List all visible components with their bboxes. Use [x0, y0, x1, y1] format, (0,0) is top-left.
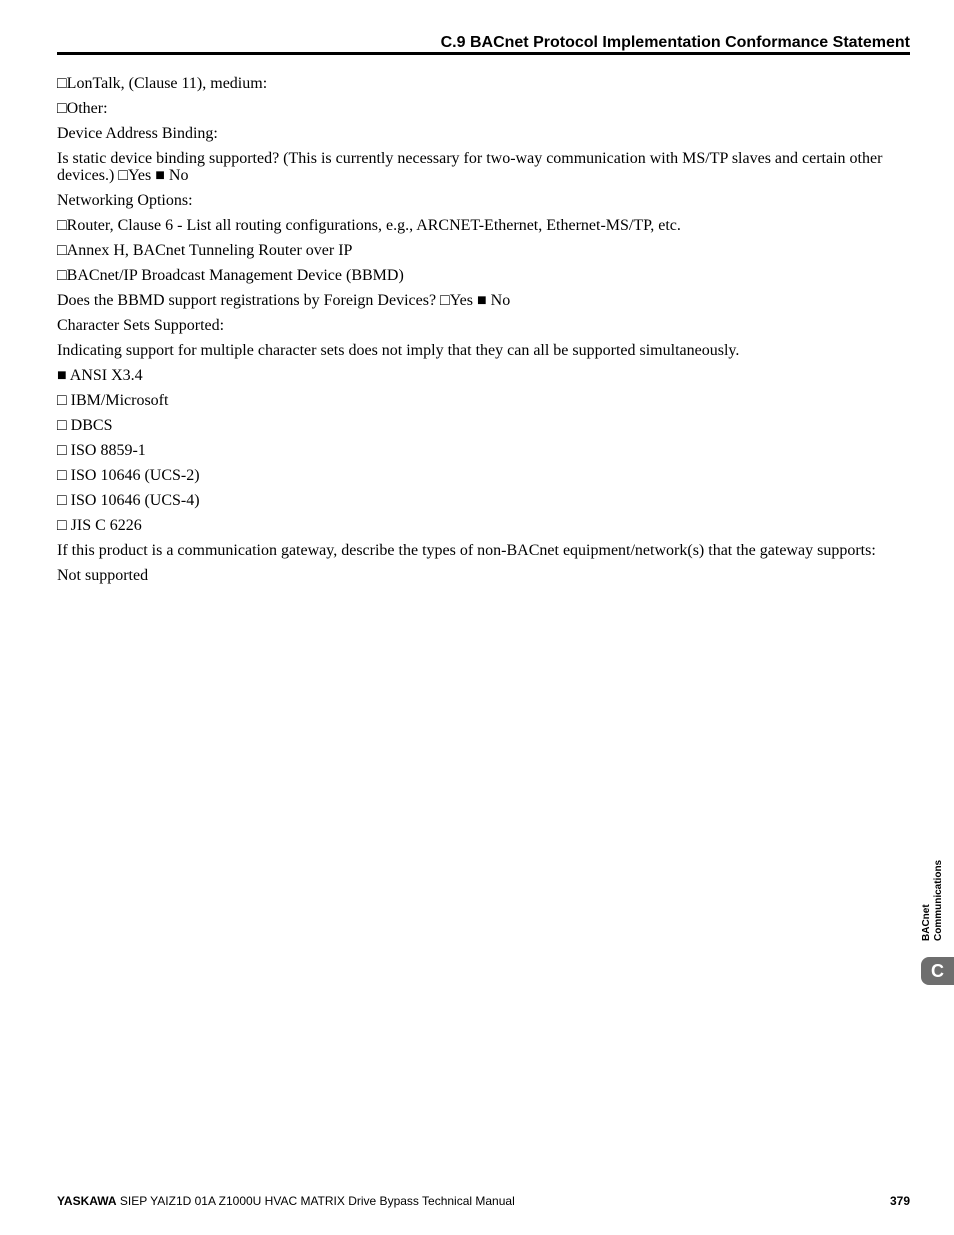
page-header [57, 33, 910, 55]
chapter-badge: C [921, 957, 954, 985]
paragraph-static-binding-question: Is static device binding supported? (This is currently necessary for two-way communication with MS/TP slaves and certain other devices.) □Yes ■ No [57, 150, 883, 184]
page-number: 379 [889, 1194, 910, 1208]
paragraph-router: □Router, Clause 6 - List all routing configurations, e.g., ARCNET-Ethernet, Ethernet-MS/TP, etc. [57, 217, 681, 234]
paragraph-other: □Other: [57, 100, 108, 117]
footer-brand: YASKAWA [57, 1194, 117, 1208]
paragraph-gateway-answer: Not supported [57, 567, 149, 584]
charset-iso-8859-1: □ ISO 8859-1 [57, 442, 146, 459]
paragraph-networking-options: Networking Options: [57, 192, 193, 209]
charset-jis: □ JIS C 6226 [57, 517, 142, 534]
body-content [57, 75, 913, 592]
paragraph-annex-h: □Annex H, BACnet Tunneling Router over IP [57, 242, 353, 259]
footer-doc-title: SIEP YAIZ1D 01A Z1000U HVAC MATRIX Drive Bypass Technical Manual [116, 1194, 515, 1208]
charset-ibm-microsoft: □ IBM/Microsoft [57, 392, 169, 409]
side-tab-line-1: BACnet [921, 904, 932, 941]
paragraph-character-sets: Character Sets Supported: [57, 317, 225, 334]
section-title: C.9 BACnet Protocol Implementation Conformance Statement [440, 34, 910, 51]
page-footer [57, 1193, 910, 1211]
charset-ucs-4: □ ISO 10646 (UCS-4) [57, 492, 200, 509]
side-tab-label [921, 860, 945, 941]
charset-ansi: ■ ANSI X3.4 [57, 367, 143, 384]
footer-document [57, 1194, 515, 1208]
paragraph-lontalk: □LonTalk, (Clause 11), medium: [57, 75, 268, 92]
side-tab-line-2: Communications [933, 859, 944, 941]
charset-ucs-2: □ ISO 10646 (UCS-2) [57, 467, 200, 484]
charset-dbcs: □ DBCS [57, 417, 113, 434]
paragraph-character-sets-note: Indicating support for multiple character sets does not imply that they can all be supported simultaneously. [57, 342, 740, 359]
paragraph-bbmd: □BACnet/IP Broadcast Management Device (BBMD) [57, 267, 404, 284]
paragraph-device-address-binding: Device Address Binding: [57, 125, 218, 142]
paragraph-gateway-question: If this product is a communication gateway, describe the types of non-BACnet equipment/network(s) that the gateway supports: [57, 542, 876, 559]
paragraph-bbmd-foreign-devices: Does the BBMD support registrations by Foreign Devices? □Yes ■ No [57, 292, 511, 309]
